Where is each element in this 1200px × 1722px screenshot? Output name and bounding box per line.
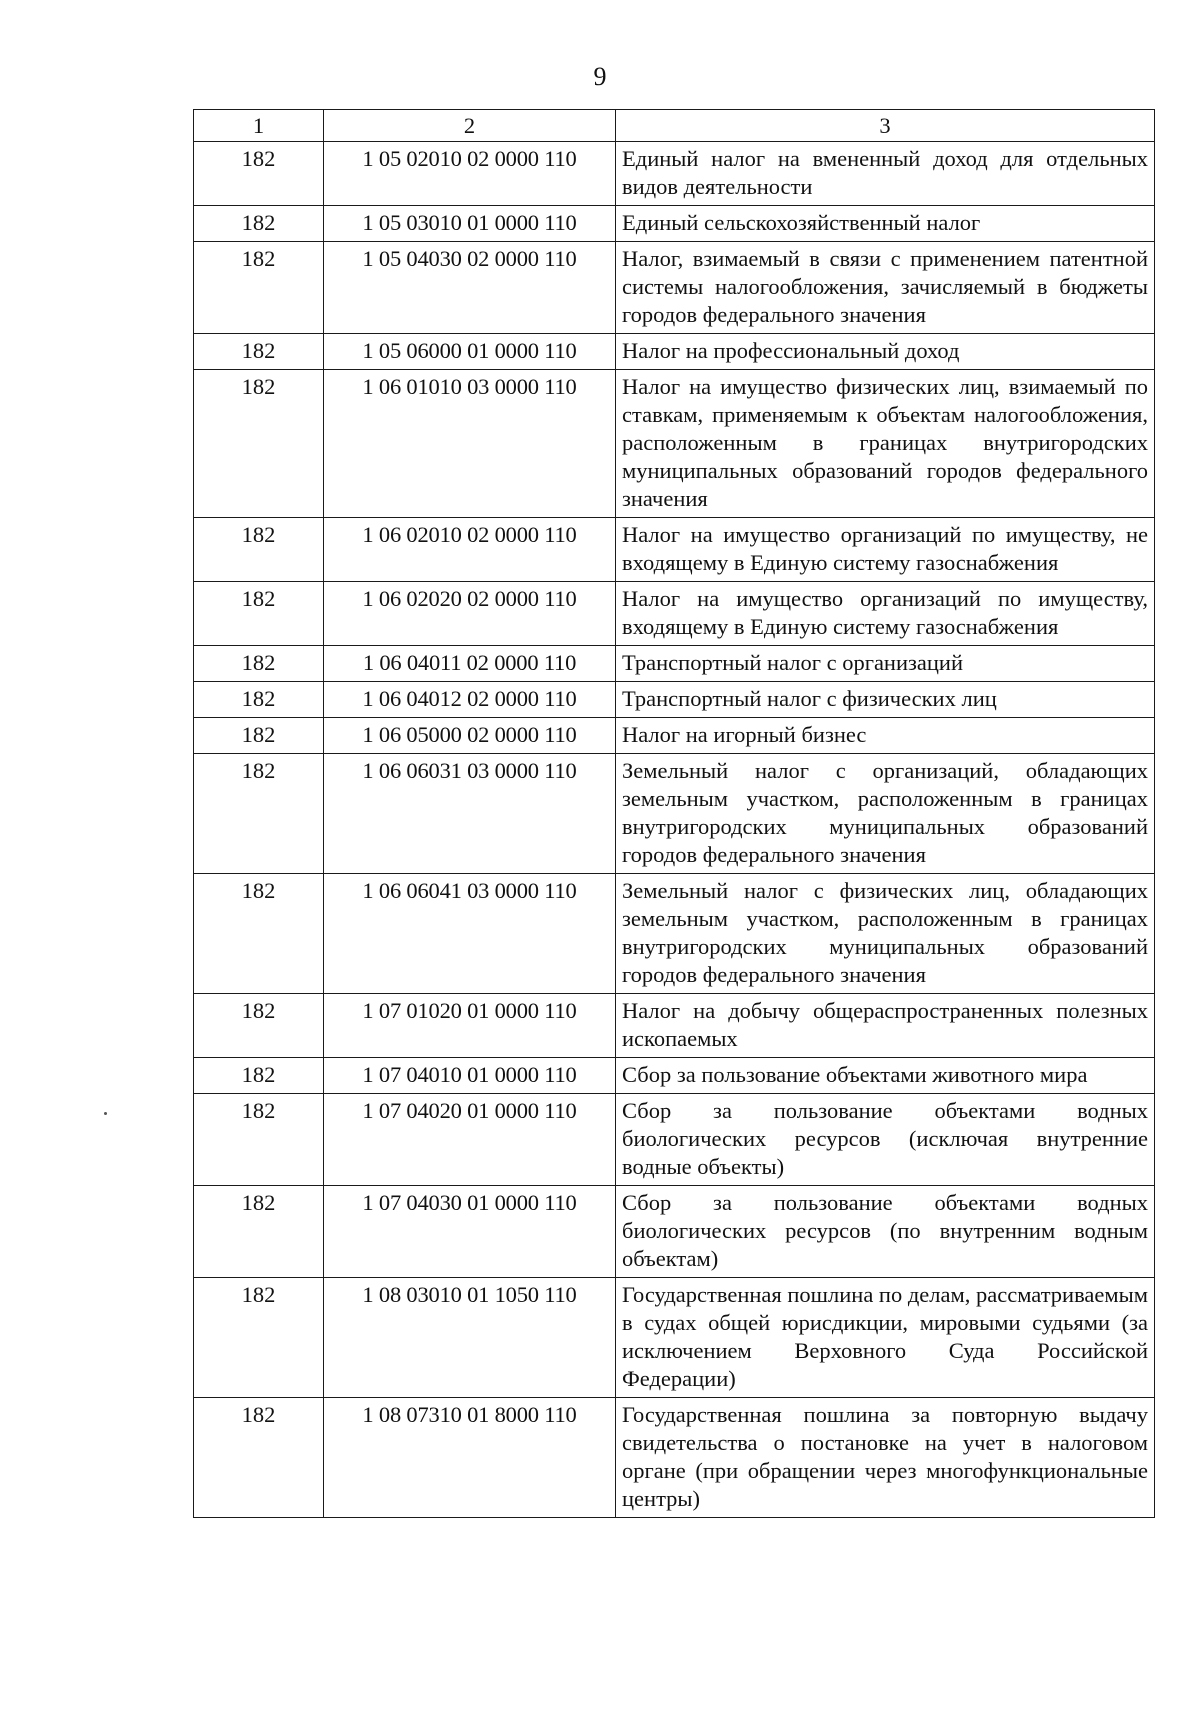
revenue-name-cell: Земельный налог с физических лиц, обладающих земельным участком, расположенным в границах внутригородских муниципальных образований городов федерального значения — [616, 874, 1155, 994]
admin-code-cell: 182 — [194, 1186, 324, 1278]
admin-code-cell: 182 — [194, 1278, 324, 1398]
table-row — [194, 994, 1155, 1058]
table-row — [194, 1094, 1155, 1186]
revenue-name-cell: Сбор за пользование объектами животного мира — [616, 1058, 1155, 1094]
budget-classification-code-cell: 1 06 04012 02 0000 110 — [324, 682, 616, 718]
admin-code-cell: 182 — [194, 242, 324, 334]
budget-classification-code-cell: 1 06 01010 03 0000 110 — [324, 370, 616, 518]
table-row — [194, 206, 1155, 242]
revenue-name-cell: Единый сельскохозяйственный налог — [616, 206, 1155, 242]
table-row — [194, 682, 1155, 718]
budget-classification-code-cell: 1 05 03010 01 0000 110 — [324, 206, 616, 242]
admin-code-cell: 182 — [194, 518, 324, 582]
revenue-name-cell: Налог на имущество физических лиц, взимаемый по ставкам, применяемым к объектам налогообложения, расположенным в границах внутригородских муниципальных образований городов федерального значения — [616, 370, 1155, 518]
table-row — [194, 242, 1155, 334]
admin-code-cell: 182 — [194, 718, 324, 754]
budget-classification-code-cell: 1 07 01020 01 0000 110 — [324, 994, 616, 1058]
revenue-name-cell: Транспортный налог с организаций — [616, 646, 1155, 682]
budget-classification-code-cell: 1 06 05000 02 0000 110 — [324, 718, 616, 754]
table-row — [194, 646, 1155, 682]
revenue-name-cell: Единый налог на вмененный доход для отдельных видов деятельности — [616, 142, 1155, 206]
admin-code-cell: 182 — [194, 682, 324, 718]
admin-code-cell: 182 — [194, 874, 324, 994]
budget-classification-code-cell: 1 05 02010 02 0000 110 — [324, 142, 616, 206]
revenue-name-cell: Государственная пошлина за повторную выдачу свидетельства о постановке на учет в налоговом органе (при обращении через многофункциональные центры) — [616, 1398, 1155, 1518]
revenue-name-cell: Налог на имущество организаций по имуществу, не входящему в Единую систему газоснабжения — [616, 518, 1155, 582]
header-cell-col2: 2 — [324, 110, 616, 142]
table-row — [194, 1278, 1155, 1398]
revenue-name-cell: Налог, взимаемый в связи с применением патентной системы налогообложения, зачисляемый в бюджеты городов федерального значения — [616, 242, 1155, 334]
table-row — [194, 1398, 1155, 1518]
revenue-codes-table — [193, 109, 1155, 1518]
budget-classification-code-cell: 1 06 02010 02 0000 110 — [324, 518, 616, 582]
revenue-name-cell: Налог на игорный бизнес — [616, 718, 1155, 754]
admin-code-cell: 182 — [194, 334, 324, 370]
header-cell-col3: 3 — [616, 110, 1155, 142]
admin-code-cell: 182 — [194, 1058, 324, 1094]
budget-classification-code-cell: 1 06 06031 03 0000 110 — [324, 754, 616, 874]
revenue-name-cell: Государственная пошлина по делам, рассматриваемым в судах общей юрисдикции, мировыми судьями (за исключением Верховного Суда Российской Федерации) — [616, 1278, 1155, 1398]
revenue-name-cell: Налог на добычу общераспространенных полезных ископаемых — [616, 994, 1155, 1058]
header-cell-col1: 1 — [194, 110, 324, 142]
revenue-name-cell: Налог на профессиональный доход — [616, 334, 1155, 370]
table-row — [194, 1186, 1155, 1278]
budget-classification-code-cell: 1 07 04020 01 0000 110 — [324, 1094, 616, 1186]
budget-classification-code-cell: 1 06 04011 02 0000 110 — [324, 646, 616, 682]
budget-classification-code-cell: 1 05 04030 02 0000 110 — [324, 242, 616, 334]
admin-code-cell: 182 — [194, 142, 324, 206]
table-header-row — [194, 110, 1155, 142]
budget-classification-code-cell: 1 06 06041 03 0000 110 — [324, 874, 616, 994]
admin-code-cell: 182 — [194, 206, 324, 242]
admin-code-cell: 182 — [194, 754, 324, 874]
revenue-name-cell: Земельный налог с организаций, обладающих земельным участком, расположенным в границах внутригородских муниципальных образований городов федерального значения — [616, 754, 1155, 874]
table-row — [194, 582, 1155, 646]
budget-classification-code-cell: 1 08 03010 01 1050 110 — [324, 1278, 616, 1398]
table-row — [194, 718, 1155, 754]
admin-code-cell: 182 — [194, 582, 324, 646]
revenue-name-cell: Налог на имущество организаций по имуществу, входящему в Единую систему газоснабжения — [616, 582, 1155, 646]
admin-code-cell: 182 — [194, 1094, 324, 1186]
page-number: 9 — [593, 62, 607, 91]
admin-code-cell: 182 — [194, 646, 324, 682]
table-row — [194, 370, 1155, 518]
budget-classification-code-cell: 1 07 04030 01 0000 110 — [324, 1186, 616, 1278]
budget-classification-code-cell: 1 06 02020 02 0000 110 — [324, 582, 616, 646]
admin-code-cell: 182 — [194, 994, 324, 1058]
scan-speck — [104, 1112, 107, 1115]
revenue-name-cell: Транспортный налог с физических лиц — [616, 682, 1155, 718]
table-row — [194, 754, 1155, 874]
admin-code-cell: 182 — [194, 1398, 324, 1518]
table-row — [194, 518, 1155, 582]
budget-classification-code-cell: 1 05 06000 01 0000 110 — [324, 334, 616, 370]
table-row — [194, 142, 1155, 206]
revenue-name-cell: Сбор за пользование объектами водных биологических ресурсов (исключая внутренние водные объекты) — [616, 1094, 1155, 1186]
budget-classification-code-cell: 1 07 04010 01 0000 110 — [324, 1058, 616, 1094]
table-row — [194, 874, 1155, 994]
revenue-name-cell: Сбор за пользование объектами водных биологических ресурсов (по внутренним водным объектам) — [616, 1186, 1155, 1278]
budget-classification-code-cell: 1 08 07310 01 8000 110 — [324, 1398, 616, 1518]
admin-code-cell: 182 — [194, 370, 324, 518]
table-row — [194, 334, 1155, 370]
table-row — [194, 1058, 1155, 1094]
